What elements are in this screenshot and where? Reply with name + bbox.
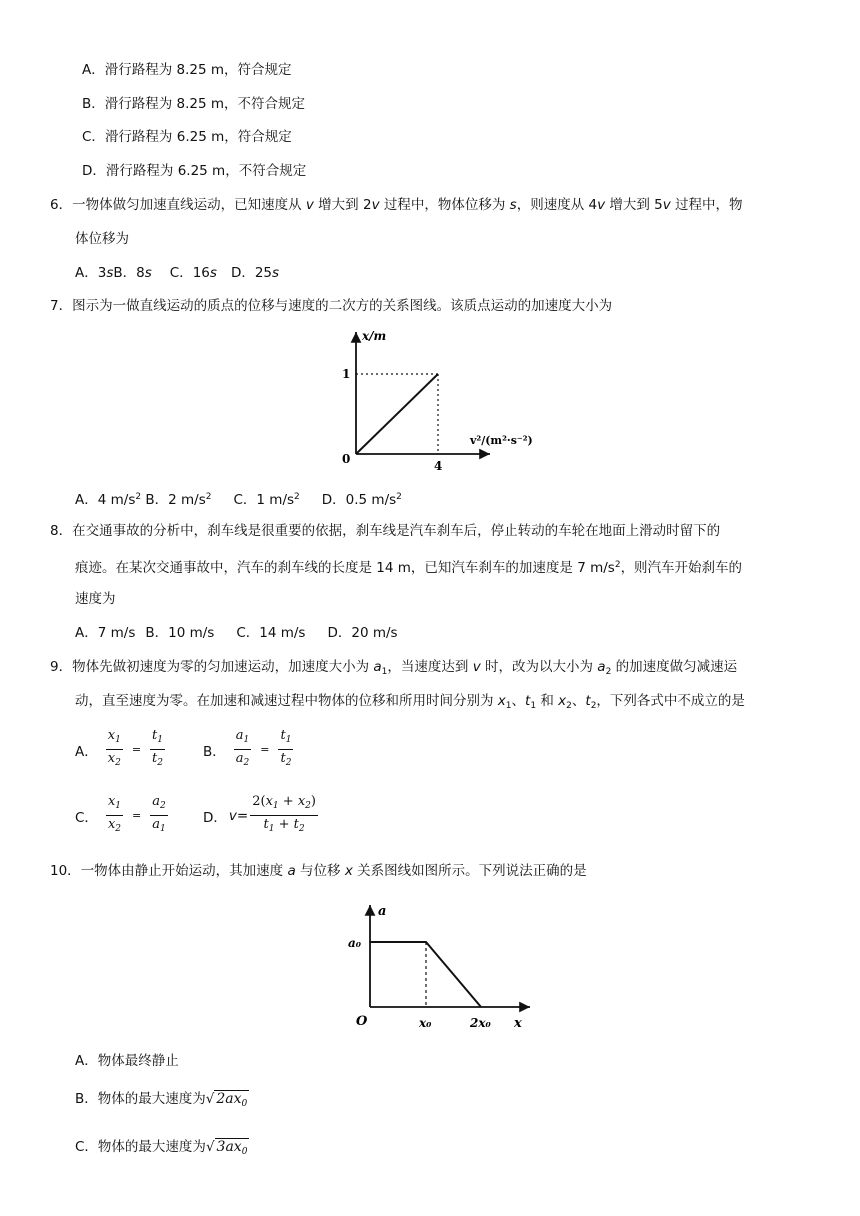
q8-options: A．7 m/s B．10 m/s C．14 m/s D．20 m/s bbox=[75, 625, 398, 641]
q7-x-tick: 4 bbox=[434, 459, 443, 472]
q9-option-a: A． $\frac{x_1}{x_2}$ = $\frac{t_1}{t_2}$ bbox=[75, 728, 164, 768]
q10-x-label: x bbox=[514, 1016, 522, 1031]
q7-origin: 0 bbox=[342, 452, 351, 466]
q10-y-label: a bbox=[378, 904, 387, 919]
q9-stem-line1: 9．物体先做初速度为零的匀加速运动，加速度大小为 $a_1$，当速度达到 v 时，改为以大小为 $a_2$ 的加速度做匀减速运 bbox=[50, 659, 738, 677]
q10-x-tick-1: x₀ bbox=[419, 1016, 432, 1030]
q7-graph bbox=[330, 322, 545, 472]
q10-origin: O bbox=[356, 1014, 368, 1029]
q9-option-c: C． $\frac{x_1}{x_2}$ = $\frac{a_2}{a_1}$ bbox=[75, 794, 166, 834]
q5-option-c: C．滑行路程为 6.25 m，符合规定 bbox=[82, 129, 292, 145]
q8-stem-line1: 8．在交通事故的分析中，刹车线是很重要的依据，刹车线是汽车刹车后，停止转动的车轮在地面上滑动时留下的 bbox=[50, 523, 721, 539]
q7-y-label: x/m bbox=[362, 329, 387, 343]
q7-stem: 7．图示为一做直线运动的质点的位移与速度的二次方的关系图线。该质点运动的加速度大小为 bbox=[50, 298, 613, 314]
q9-option-b: B． $\frac{a_1}{a_2}$ = $\frac{t_1}{t_2}$ bbox=[203, 728, 292, 768]
q8-stem-line3: 速度为 bbox=[75, 591, 116, 607]
q10-option-a: A．物体最终静止 bbox=[75, 1053, 179, 1069]
q6-stem-line1: 6．一物体做匀加速直线运动，已知速度从 v 增大到 2v 过程中，物体位移为 s，则速度从 4v 增大到 5v 过程中，物 bbox=[50, 197, 743, 213]
q9-stem-line2: 动，直至速度为零。在加速和减速过程中物体的位移和所用时间分别为 $x_1$、$t_1$ 和 $x_2$、$t_2$，下列各式中不成立的是 bbox=[75, 693, 745, 711]
q7-options: A．4 $m/s^2$ B．2 $m/s^2$ C．1 $m/s^2$ D．0.5 $m/s^2$ bbox=[75, 492, 402, 508]
q7-data-line bbox=[356, 374, 438, 454]
q5-option-a: A．滑行路程为 8.25 m，符合规定 bbox=[82, 62, 292, 78]
q10-option-b: B．物体的最大速度为√ $2ax_0$ bbox=[75, 1091, 248, 1109]
q6-stem-line2: 体位移为 bbox=[75, 231, 129, 247]
q5-option-b: B．滑行路程为 8.25 m，不符合规定 bbox=[82, 96, 306, 112]
q10-x-tick-2: 2x₀ bbox=[470, 1016, 491, 1030]
q7-y-tick: 1 bbox=[342, 367, 351, 381]
q5-option-d: D．滑行路程为 6.25 m，不符合规定 bbox=[82, 163, 307, 179]
q10-y-tick: a₀ bbox=[348, 936, 362, 950]
q10-graph bbox=[340, 895, 540, 1035]
q7-x-label: v²/(m²·s⁻²) bbox=[470, 434, 533, 447]
q8-stem-line2: 痕迹。在某次交通事故中，汽车的刹车线的长度是 14 m，已知汽车刹车的加速度是 7 $m/s^2$，则汽车开始刹车的 bbox=[75, 560, 743, 576]
q10-option-c: C．物体的最大速度为√ $3ax_0$ bbox=[75, 1139, 248, 1157]
q10-stem: 10．一物体由静止开始运动，其加速度 a 与位移 x 关系图线如图所示。下列说法正确的是 bbox=[50, 863, 587, 879]
q9-option-d: D． v= $\frac{2(x_1 + x_2)}{t_1 + t_2}$ bbox=[203, 794, 316, 834]
q6-options: A．3sB．8s C．16s D．25s bbox=[75, 265, 280, 281]
